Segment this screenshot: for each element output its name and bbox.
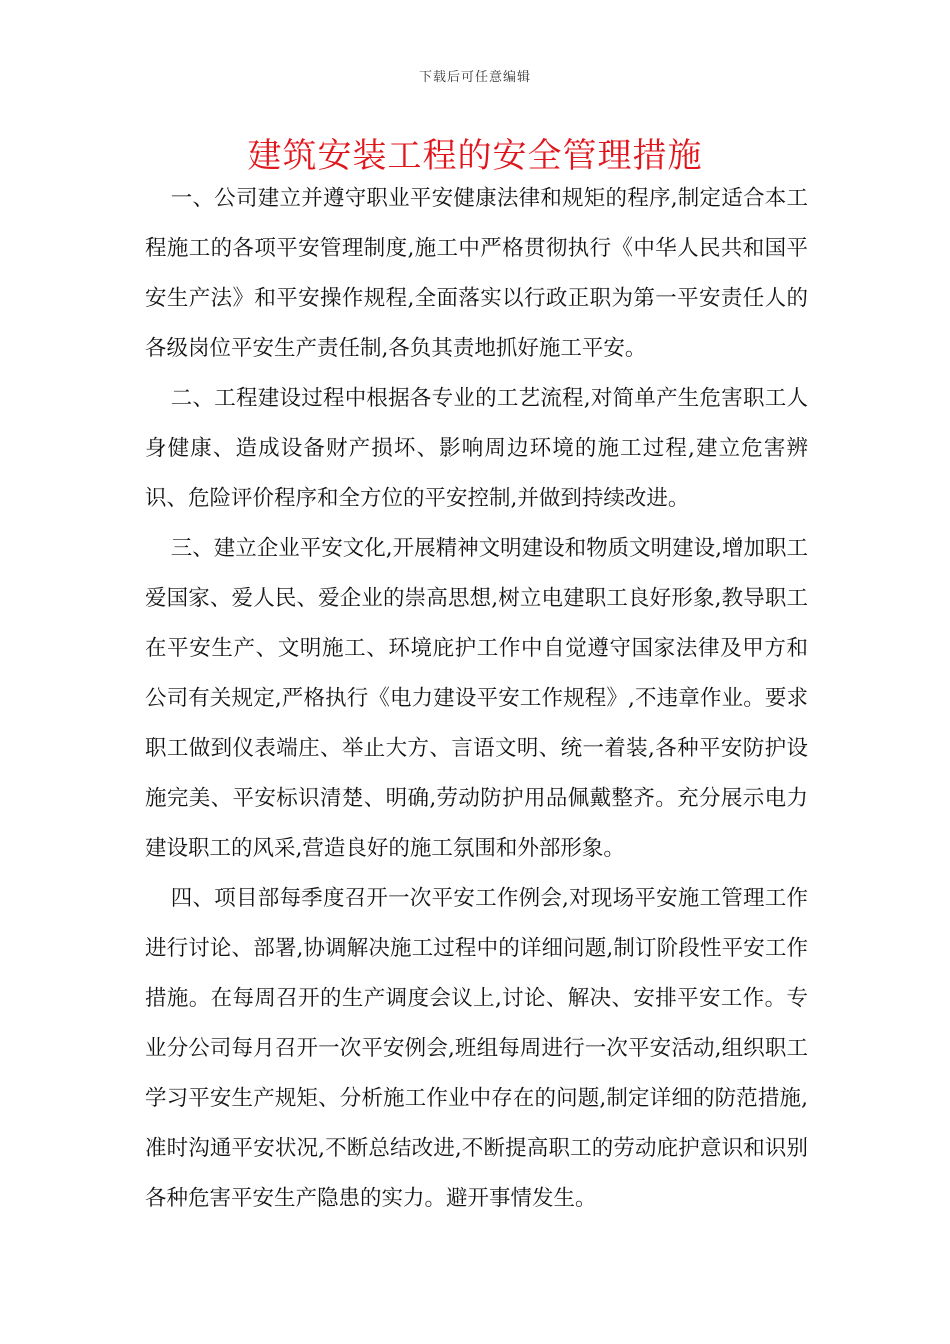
paragraph-2: 二、工程建设过程中根据各专业的工艺流程,对简单产生危害职工人身健康、造成设备财产损坏、影响周边环境的施工过程,建立危害辨识、危险评价程序和全方位的平安控制,并做到持续改进。	[145, 386, 808, 511]
paragraph-3: 三、建立企业平安文化,开展精神文明建设和物质文明建设,增加职工爱国家、爱人民、爱企业的崇高思想,树立电建职工良好形象,教导职工在平安生产、文明施工、环境庇护工作中自觉遵守国家法律及甲方和公司有关规定,严格执行《电力建设平安工作规程》,不违章作业。要求职工做到仪表端庄、举止大方、言语文明、统一着装,各种平安防护设施完美、平安标识清楚、明确,劳动防护用品佩戴整齐。充分展示电力建设职工的风采,营造良好的施工氛围和外部形象。	[145, 536, 808, 861]
header-note: 下载后可任意编辑	[418, 70, 531, 85]
paragraph-1: 一、公司建立并遵守职业平安健康法律和规矩的程序,制定适合本工程施工的各项平安管理制度,施工中严格贯彻执行《中华人民共和国平安生产法》和平安操作规程,全面落实以行政正职为第一平安责任人的各级岗位平安生产责任制,各负其责地抓好施工平安。	[145, 186, 808, 361]
document-title: 建筑安装工程的安全管理措施	[247, 136, 703, 176]
document-body	[145, 174, 808, 1224]
paragraph-4: 四、项目部每季度召开一次平安工作例会,对现场平安施工管理工作进行讨论、部署,协调解决施工过程中的详细问题,制订阶段性平安工作措施。在每周召开的生产调度会议上,讨论、解决、安排平安工作。专业分公司每月召开一次平安例会,班组每周进行一次平安活动,组织职工学习平安生产规矩、分析施工作业中存在的问题,制定详细的防范措施,准时沟通平安状况,不断总结改进,不断提高职工的劳动庇护意识和识别各种危害平安生产隐患的实力。避开事情发生。	[145, 886, 808, 1211]
